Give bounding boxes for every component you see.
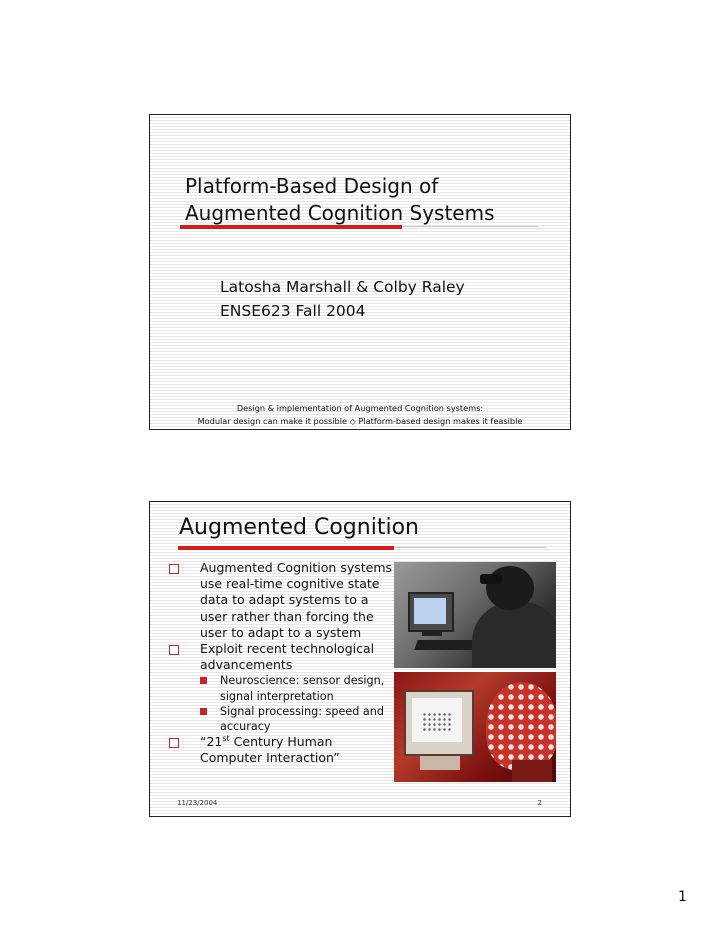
- head-icon: [486, 566, 534, 610]
- checkbox-bullet-icon: [169, 645, 179, 655]
- slide-number: 2: [537, 799, 542, 807]
- checkbox-bullet-icon: [169, 738, 179, 748]
- photo-eye-tracker-user: [394, 562, 556, 668]
- slide-2-title: Augmented Cognition: [179, 515, 419, 540]
- footer-line-2: [150, 415, 570, 428]
- monitor-icon: [404, 690, 474, 756]
- footer-line-2-part-a: Modular design can make it possible: [197, 416, 348, 426]
- slide-1-title: [185, 173, 545, 227]
- slide-1-footer-note: [150, 402, 570, 428]
- bullet-text: Exploit recent technological advancements: [200, 641, 375, 673]
- eye-tracker-icon: [480, 574, 502, 584]
- bullet-item: [166, 560, 394, 641]
- title-underline-gray: [394, 547, 546, 548]
- person-silhouette: [472, 602, 556, 668]
- slide-date: 11/23/2004: [177, 799, 218, 807]
- slide-1: [149, 114, 571, 430]
- bullet-text: Augmented Cognition systems use real-time cognitive state data to adapt systems to a user rather than forcing the user to adapt to a system: [200, 560, 393, 640]
- bullet-list: [166, 560, 394, 767]
- sub-bullet-item: [166, 704, 394, 734]
- superscript-st: st: [222, 734, 230, 744]
- sub-bullet-text: Signal processing: speed and accuracy: [220, 704, 384, 734]
- page-number: 1: [678, 889, 687, 905]
- authors: Latosha Marshall & Colby Raley: [220, 278, 465, 296]
- bullet-text-quote-open: “21: [200, 734, 223, 750]
- slide-1-title-line-2: Augmented Cognition Systems: [185, 201, 495, 225]
- sub-bullet-item: [166, 673, 394, 703]
- photo-eeg-cap-user: [394, 672, 556, 782]
- slide-2: [149, 501, 571, 817]
- keyboard-icon: [414, 640, 478, 650]
- sub-bullet-text: Neuroscience: sensor design, signal interpretation: [220, 674, 385, 703]
- slide-1-authors-block: [220, 275, 465, 323]
- bullet-item: [166, 734, 394, 766]
- title-underline-red: [180, 225, 402, 229]
- square-bullet-icon: [200, 677, 207, 684]
- square-bullet-icon: [200, 708, 207, 715]
- bullet-item: [166, 641, 394, 673]
- footer-line-2-part-b: Platform-based design makes it feasible: [358, 416, 523, 426]
- checkbox-bullet-icon: [169, 564, 179, 574]
- slide-1-title-line-1: Platform-Based Design of: [185, 174, 439, 198]
- monitor-icon: [408, 592, 454, 632]
- course: ENSE623 Fall 2004: [220, 302, 366, 320]
- bullet-text-quote-rest: Century Human Computer Interaction”: [200, 734, 340, 766]
- diamond-icon: ◇: [349, 417, 356, 426]
- footer-line-1: Design & implementation of Augmented Cognition systems:: [236, 403, 484, 413]
- title-underline-gray: [402, 226, 538, 227]
- eeg-cap-icon: [486, 682, 556, 770]
- title-underline-red: [178, 546, 394, 550]
